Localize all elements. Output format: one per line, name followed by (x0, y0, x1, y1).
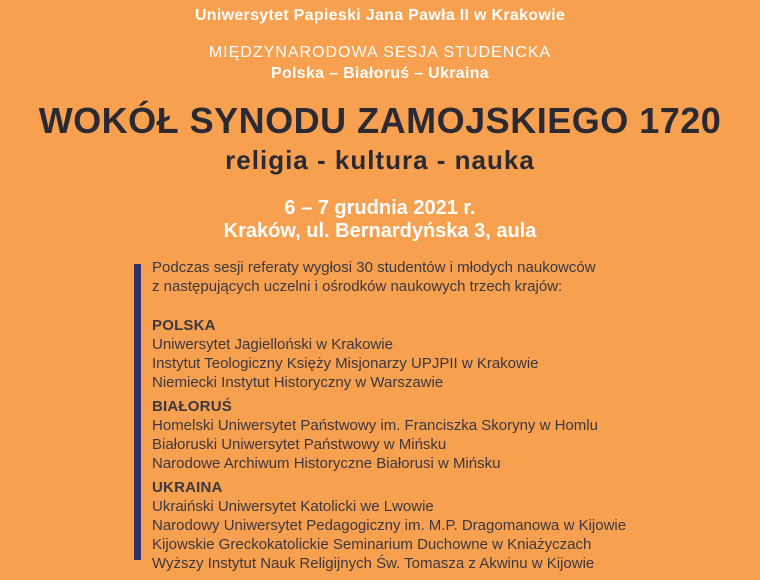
intro-line-1: Podczas sesji referaty wygłosi 30 studentów i młodych naukowców (152, 259, 596, 276)
body-block (152, 258, 740, 578)
section-ukraine (152, 478, 740, 573)
institution-item: Narodowe Archiwum Historyczne Białorusi w Mińsku (152, 455, 501, 472)
event-date: 6 – 7 grudnia 2021 r. (284, 197, 476, 219)
intro-line-2: z następujących uczelni i ośrodków naukowych trzech krajów: (152, 278, 563, 295)
section-header-poland: POLSKA (152, 317, 216, 334)
institution-item: Kijowskie Greckokatolickie Seminarium Duchowne w Kniażyczach (152, 536, 592, 553)
section-header-belarus: BIAŁORUŚ (152, 398, 232, 415)
section-header-ukraine: UKRAINA (152, 479, 223, 496)
institution-item: Homelski Uniwersytet Państwowy im. Franciszka Skoryny w Homlu (152, 417, 598, 434)
section-poland (152, 316, 740, 392)
accent-bar (134, 264, 141, 560)
institution-item: Narodowy Uniwersytet Pedagogiczny im. M.P. Dragomanowa w Kijowie (152, 517, 627, 534)
institution-item: Białoruski Uniwersytet Państwowy w Mińsku (152, 436, 447, 453)
institution-item: Instytut Teologiczny Księży Misjonarzy UPJPII w Krakowie (152, 355, 539, 372)
section-belarus (152, 397, 740, 473)
event-location: Kraków, ul. Bernardyńska 3, aula (223, 220, 537, 242)
intro-paragraph (152, 258, 740, 296)
institution-item: Ukraiński Uniwersytet Katolicki we Lwowie (152, 498, 434, 515)
institution-item: Wyższy Instytut Nauk Religijnych Św. Tomasza z Akwinu w Kijowie (152, 555, 595, 572)
institution-item: Uniwersytet Jagielloński w Krakowie (152, 336, 393, 353)
header-session-type: MIĘDZYNARODOWA SESJA STUDENCKA (208, 44, 552, 61)
subtitle: religia - kultura - nauka (225, 145, 535, 175)
header-university: Uniwersytet Papieski Jana Pawła II w Krakowie (194, 7, 566, 24)
main-title: WOKÓŁ SYNODU ZAMOJSKIEGO 1720 (38, 100, 722, 141)
header-countries: Polska – Białoruś – Ukraina (271, 65, 489, 82)
institution-item: Niemiecki Instytut Historyczny w Warszawie (152, 374, 444, 391)
